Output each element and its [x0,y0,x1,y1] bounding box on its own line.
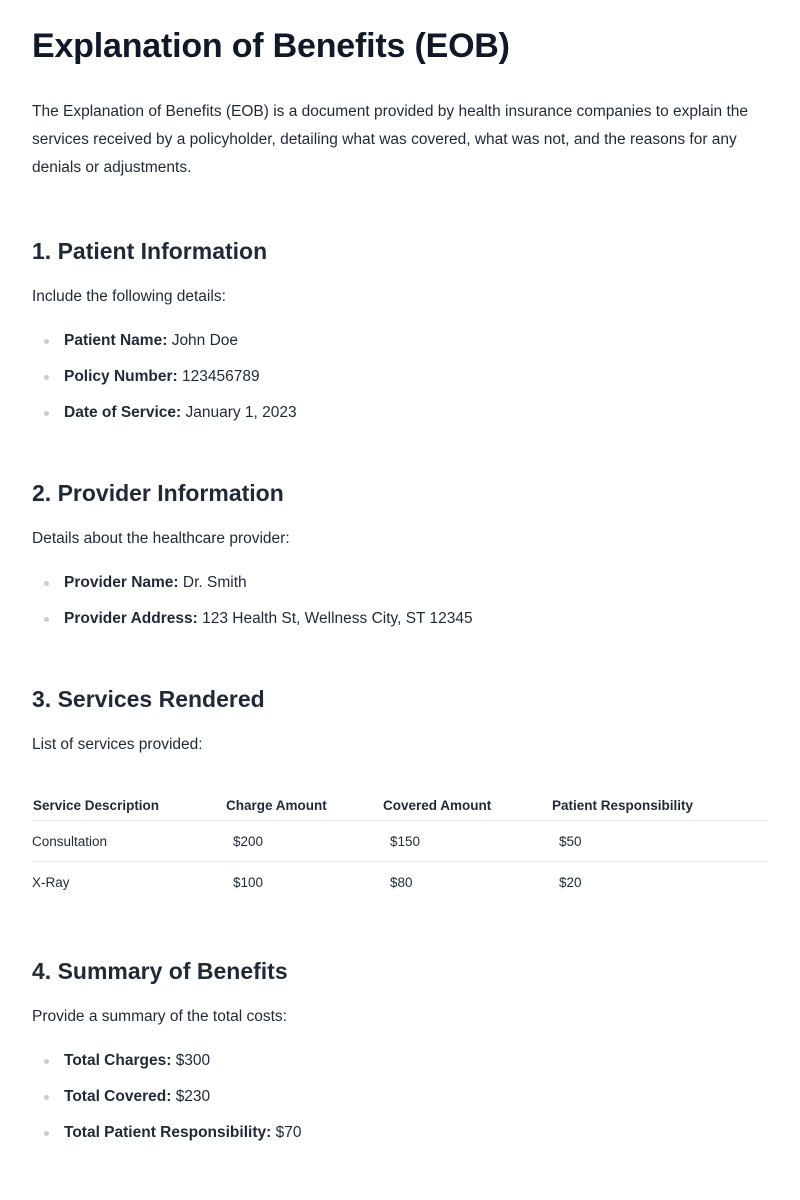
item-value: $70 [275,1124,302,1141]
provider-information-section [32,478,768,630]
table-cell: $50 [552,821,768,862]
provider-details-list [32,572,768,630]
column-header: Covered Amount [383,792,552,821]
patient-information-section [32,236,768,424]
section-lead: Details about the healthcare provider: [32,530,290,547]
table-cell: $20 [559,874,582,890]
column-header: Patient Responsibility [552,792,768,821]
services-table [32,792,768,902]
table-row [32,862,768,903]
item-label: Total Covered: [64,1088,172,1105]
item-value: 123456789 [182,368,260,385]
column-header: Service Description [32,792,226,821]
list-item [32,366,768,388]
section-heading: 3. Services Rendered [32,686,265,712]
section-heading: 2. Provider Information [32,480,284,506]
item-label: Total Patient Responsibility: [64,1124,272,1141]
item-value: $300 [175,1052,211,1069]
item-label: Provider Address: [64,610,198,627]
list-item [32,572,768,594]
section-lead: Provide a summary of the total costs: [32,1008,287,1025]
page-title: Explanation of Benefits (EOB) [32,27,510,65]
table-cell: $200 [226,821,383,862]
item-value: $230 [175,1088,211,1105]
table-row [32,821,768,862]
summary-of-benefits-section [32,956,768,1144]
services-rendered-section [32,684,768,902]
table-cell: Consultation [32,821,226,862]
section-lead: List of services provided: [32,736,203,753]
item-value: January 1, 2023 [185,404,297,421]
table-cell: X-Ray [32,874,70,890]
item-label: Date of Service: [64,404,182,421]
summary-list [32,1050,768,1144]
list-item [32,608,768,630]
item-label: Total Charges: [64,1052,172,1069]
list-item [32,1086,768,1108]
item-value: 123 Health St, Wellness City, ST 12345 [202,610,473,627]
item-label: Patient Name: [64,332,168,349]
list-item [32,402,768,424]
item-value: John Doe [171,332,239,349]
table-cell: $150 [383,821,552,862]
column-header: Charge Amount [226,792,383,821]
item-value: Dr. Smith [182,574,247,591]
list-item [32,1122,768,1144]
list-item [32,330,768,352]
table-header-row [32,792,768,821]
section-heading: 1. Patient Information [32,238,268,264]
intro-paragraph: The Explanation of Benefits (EOB) is a document provided by health insurance companies to explain the services received by a policyholder, detailing what was covered, what was not, and the reasons for any denials or adjustments. [32,103,748,176]
list-item [32,1050,768,1072]
patient-details-list [32,330,768,424]
item-label: Provider Name: [64,574,179,591]
section-heading: 4. Summary of Benefits [32,958,288,984]
item-label: Policy Number: [64,368,178,385]
table-cell: $80 [390,874,413,890]
table-cell: $100 [233,874,264,890]
section-lead: Include the following details: [32,288,226,305]
